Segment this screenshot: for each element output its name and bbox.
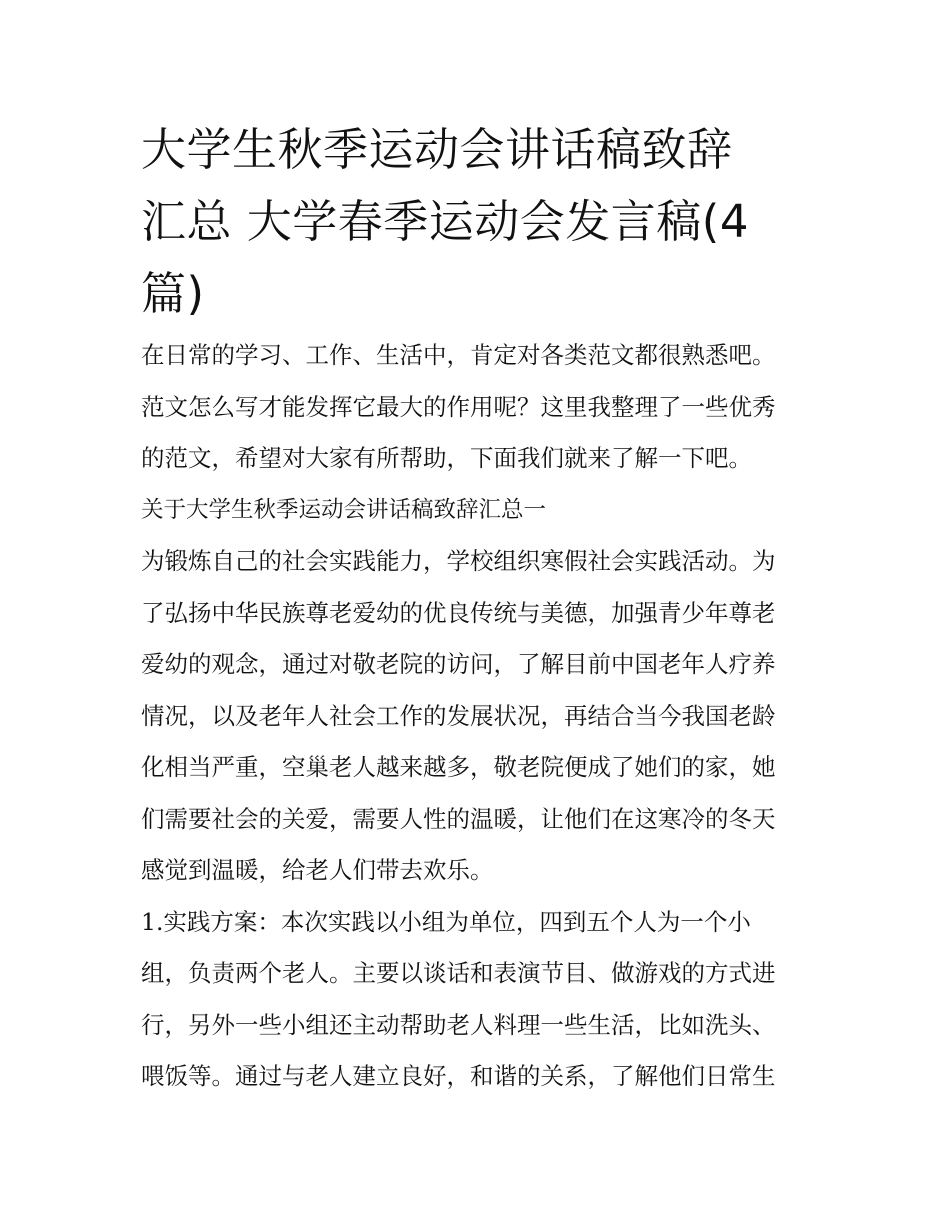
body-line: 爱幼的观念，通过对敬老院的访问，了解目前中国老年人疗养 — [141, 650, 776, 678]
title-line: 汇总 大学春季运动会发言稿(4 — [141, 195, 749, 248]
item-line: 组，负责两个老人。主要以谈话和表演节目、做游戏的方式进 — [141, 959, 776, 987]
intro-paragraph — [141, 330, 821, 485]
title-line: 大学生秋季运动会讲话稿致辞 — [141, 123, 733, 176]
title-line: 篇) — [141, 267, 205, 320]
body-line: 化相当严重，空巢老人越来越多，敬老院便成了她们的家，她 — [141, 753, 776, 781]
body-line: 情况，以及老年人社会工作的发展状况，再结合当今我国老龄 — [141, 701, 776, 730]
intro-line: 范文怎么写才能发挥它最大的作用呢？这里我整理了一些优秀 — [141, 392, 776, 421]
section-heading: 关于大学生秋季运动会讲话稿致辞汇总一 — [141, 496, 547, 523]
document-title — [141, 114, 821, 330]
item-line: 喂饭等。通过与老人建立良好，和谐的关系，了解他们日常生 — [141, 1062, 776, 1090]
body-paragraph — [141, 536, 821, 897]
intro-line: 的范文，希望对大家有所帮助，下面我们就来了解一下吧。 — [141, 444, 752, 472]
body-line: 了弘扬中华民族尊老爱幼的优良传统与美德，加强青少年尊老 — [141, 598, 776, 627]
item-paragraph — [141, 897, 821, 1103]
document-page — [141, 114, 821, 1103]
intro-line: 在日常的学习、工作、生活中，肯定对各类范文都很熟悉吧。 — [141, 341, 776, 369]
body-line: 感觉到温暖，给老人们带去欢乐。 — [141, 856, 494, 884]
body-line: 为锻炼自己的社会实践能力，学校组织寒假社会实践活动。为 — [141, 547, 776, 575]
item-line: 1.实践方案：本次实践以小组为单位，四到五个人为一个小 — [141, 907, 751, 936]
body-line: 们需要社会的关爱，需要人性的温暖，让他们在这寒冷的冬天 — [141, 804, 776, 833]
item-line: 行，另外一些小组还主动帮助老人料理一些生活，比如洗头、 — [141, 1010, 776, 1039]
